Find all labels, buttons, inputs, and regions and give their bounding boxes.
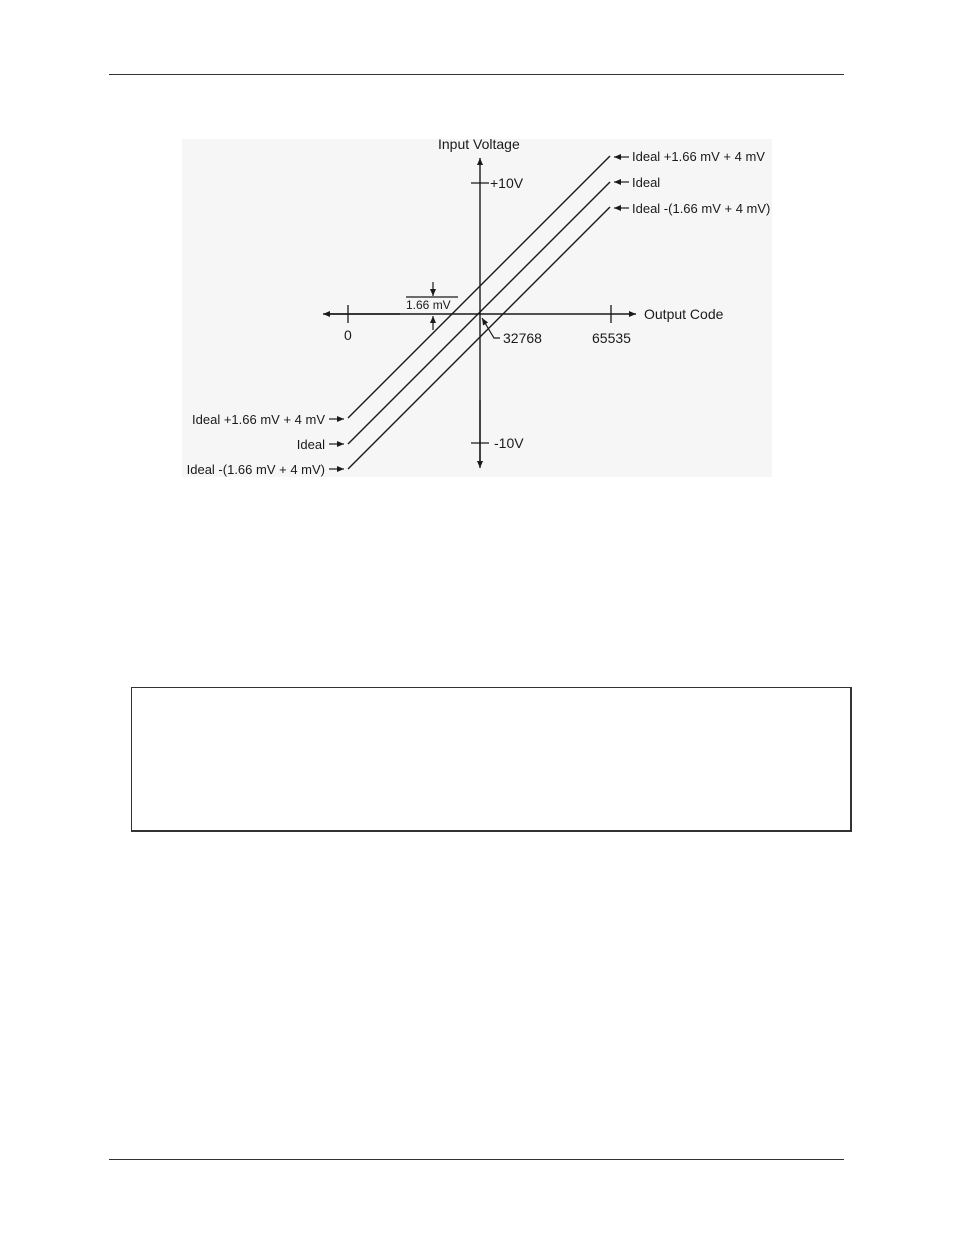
- x-tick-right-label: 65535: [592, 330, 631, 346]
- left-label-ideal: Ideal: [296, 437, 325, 452]
- footer-rule: [109, 1159, 844, 1160]
- y-tick-top-label: +10V: [490, 175, 524, 191]
- x-tick-left-label: 0: [344, 327, 352, 343]
- right-label-lower: Ideal -(1.66 mV + 4 mV): [632, 201, 771, 216]
- line-upper: [348, 156, 610, 418]
- y-tick-bottom-label: -10V: [494, 435, 524, 451]
- x-tick-mid-label: 32768: [503, 330, 542, 346]
- x-axis-label: Output Code: [644, 306, 724, 322]
- note-box: [131, 687, 852, 832]
- y-axis-label: Input Voltage: [438, 136, 520, 152]
- left-label-upper: Ideal +1.66 mV + 4 mV: [192, 412, 325, 427]
- offset-label: 1.66 mV: [406, 298, 451, 312]
- right-label-upper: Ideal +1.66 mV + 4 mV: [632, 149, 765, 164]
- left-label-lower: Ideal -(1.66 mV + 4 mV): [186, 462, 325, 477]
- right-label-ideal: Ideal: [632, 175, 661, 190]
- line-ideal: [348, 182, 610, 444]
- midscale-leader: [482, 318, 500, 338]
- line-lower: [348, 207, 610, 469]
